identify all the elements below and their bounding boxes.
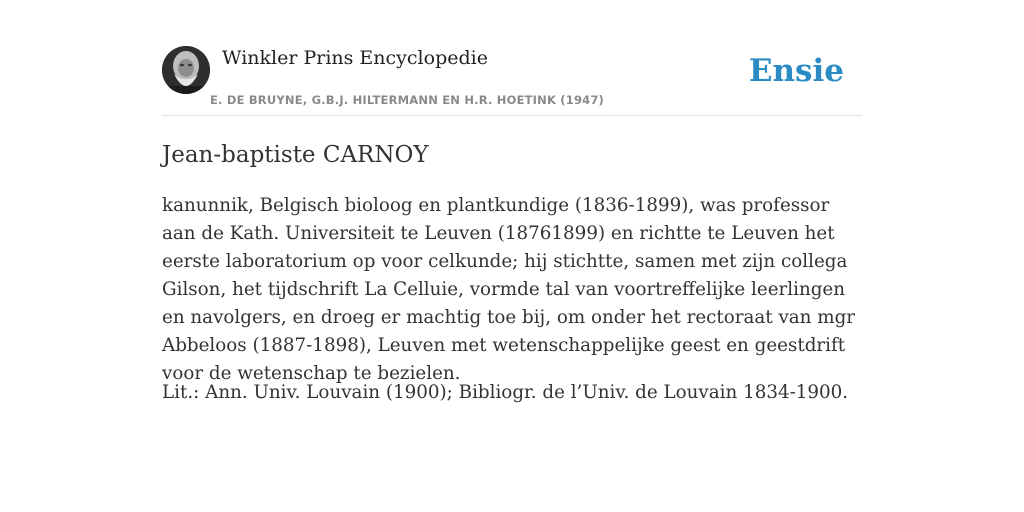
brand-logo[interactable]: Ensie: [748, 53, 844, 89]
article-body: kanunnik, Belgisch bioloog en plantkundige (1836-1899), was professor aan de Kath. Universiteit te Leuven (18761899) en richtte te Leuven het eerste laboratorium op voor celkunde; hij stichtte, samen met zijn collega Gilson, het tijdschrift La Celluie, vormde tal van voortreffelijke leerlingen en navolgers, en droeg er machtig toe bij, om onder het rectoraat van mgr Abbeloos (1887-1898), Leuven met wetenschappelijke geest en geestdrift voor de wetenschap te bezielen.: [162, 195, 856, 384]
article-literature: Lit.: Ann. Univ. Louvain (1900); Bibliogr. de l’Univ. de Louvain 1834-1900.: [162, 382, 849, 403]
source-header: [162, 46, 862, 116]
source-title[interactable]: Winkler Prins Encyclopedie: [222, 47, 488, 69]
article-title: Jean-baptiste CARNOY: [162, 142, 429, 168]
portrait-avatar[interactable]: [162, 46, 210, 94]
source-authors: E. DE BRUYNE, G.B.J. HILTERMANN EN H.R. HOETINK (1947): [210, 93, 605, 107]
portrait-icon: [162, 46, 210, 94]
